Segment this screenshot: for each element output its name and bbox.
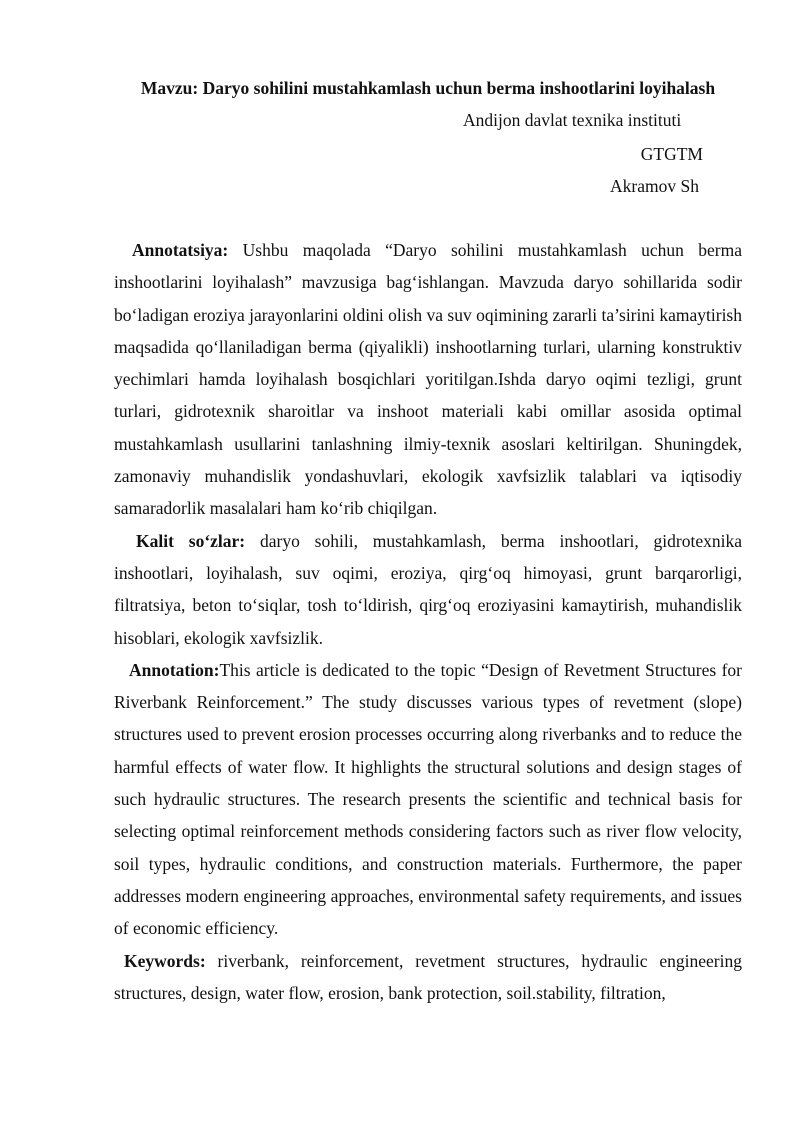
annotation-uz-text: Ushbu maqolada “Daryo sohilini mustahkamlash uchun berma inshootlarini loyihalash” mavzusiga bag‘ishlangan. Mavzuda daryo sohillarida sodir bo‘ladigan eroziya jarayonlarini oldini olish va suv oqimining zararli ta’sirini kamaytirish maqsadida qo‘llaniladigan berma (qiyalikli) inshootlarning turlari, ularning konstruktiv yechimlari hamda loyihalash bosqichlari yoritilgan.Ishda daryo oqimi tezligi, grunt turlari, gidrotexnik sharoitlar va inshoot materiali kabi omillar asosida optimal mustahkamlash usullarini tanlashning ilmiy-texnik asoslari keltirilgan. Shuningdek, zamonaviy muhandislik yondashuvlari, ekologik xavfsizlik talablari va iqtisodiy samaradorlik masalalari ham ko‘rib chiqilgan. (114, 240, 742, 519)
keywords-uz-paragraph (114, 525, 742, 654)
page-title: Mavzu: Daryo sohilini mustahkamlash uchun berma inshootlarini loyihalash (140, 78, 716, 98)
department-name: GTGTM (640, 144, 703, 164)
annotation-en-paragraph (114, 654, 742, 945)
annotation-uz-paragraph (114, 234, 742, 525)
keywords-en-paragraph (114, 945, 742, 1010)
keywords-uz-text: daryo sohili, mustahkamlash, berma inshootlari, gidrotexnika inshootlari, loyihalash, suv oqimi, eroziya, qirg‘oq himoyasi, grunt barqarorligi, filtratsiya, beton to‘siqlar, tosh to‘ldirish, qirg‘oq eroziyasini kamaytirish, muhandislik hisoblari, ekologik xavfsizlik. (114, 530, 743, 648)
article-body (114, 234, 742, 1009)
annotation-en-label: Annotation: (129, 659, 220, 680)
annotation-uz-label: Annotatsiya: (132, 240, 229, 260)
keywords-uz-label: Kalit so‘zlar: (136, 530, 246, 551)
keywords-en-text: riverbank, reinforcement, revetment structures, hydraulic engineering structures, design, water flow, erosion, bank protection, soil.stability, filtration, (114, 950, 742, 1003)
keywords-en-label: Keywords: (124, 950, 206, 971)
author-name: Akramov Sh (610, 176, 699, 196)
annotation-en-text: This article is dedicated to the topic “Design of Revetment Structures for Riverbank Reinforcement.” The study discusses various types of revetment (slope) structures used to prevent erosion processes occurring along riverbanks and to reduce the harmful effects of water flow. It highlights the structural solutions and design stages of such hydraulic structures. The research presents the scientific and technical basis for selecting optimal reinforcement methods considering factors such as river flow velocity, soil types, hydraulic conditions, and construction materials. Furthermore, the paper addresses modern engineering approaches, environmental safety requirements, and issues of economic efficiency. (114, 659, 742, 939)
institution-name: Andijon davlat texnika instituti (463, 110, 682, 130)
